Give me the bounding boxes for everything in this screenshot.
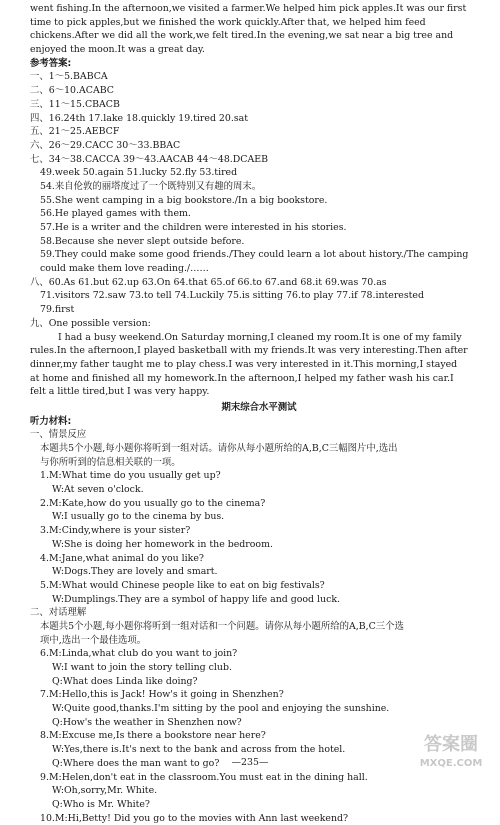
- dialogue-line: W:She is doing her homework in the bedroom.: [52, 538, 273, 550]
- answer-line: 九、One possible version:: [30, 317, 151, 329]
- answer-line: 79.first: [40, 304, 75, 316]
- answer-line: 54.来自伦敦的丽塔度过了一个既特别又有趣的周末。: [40, 180, 262, 192]
- section2-heading: 二、对话理解: [30, 607, 87, 619]
- answer-line: 49.week 50.again 51.lucky 52.fly 53.tired: [40, 167, 238, 179]
- answer-line: 八、60.As 61.but 62.up 63.On 64.that 65.of 66.to 67.and 68.it 69.was 70.as: [30, 276, 387, 288]
- dialogue-line: 3.M:Cindy,where is your sister?: [40, 525, 191, 537]
- answer-line: 59.They could make some good friends./They could learn a lot about history./The camping: [40, 249, 469, 261]
- dialogue-line: Q:How's the weather in Shenzhen now?: [52, 716, 242, 728]
- passage-line: went fishing.In the afternoon,we visited a farmer.We helped him pick apples.It was our first: [30, 3, 467, 14]
- answers-heading: 参考答案:: [30, 57, 72, 69]
- answer-line: 三、11～15.CBACB: [30, 98, 120, 110]
- dialogue-line: 10.M:Hi,Betty! Did you go to the movies with Ann last weekend?: [40, 812, 349, 824]
- dialogue-line: 8.M:Excuse me,Is there a bookstore near here?: [40, 730, 266, 742]
- section1-heading: 一、情景反应: [30, 429, 87, 441]
- essay-line: felt a little tired,but I was very happy.: [30, 386, 210, 398]
- dialogue-line: Q:What does Linda like doing?: [52, 675, 198, 687]
- answer-line: 七、34～38.CACCA 39～43.AACAB 44～48.DCAEB: [30, 153, 268, 165]
- dialogue-line: W:Yes,there is.It's next to the bank and across from the hotel.: [52, 744, 346, 756]
- dialogue-line: W:I usually go to the cinema by bus.: [52, 511, 225, 523]
- essay-line: dinner,my father taught me to play chess.I was very interested in it.This morning,I stayed: [30, 358, 458, 370]
- content: [30, 2, 488, 825]
- answer-line: 一、1～5.BABCA: [30, 71, 108, 83]
- dialogue-line: 5.M:What would Chinese people like to eat on big festivals?: [40, 579, 325, 591]
- dialogue-line: W:Quite good,thanks.I'm sitting by the pool and enjoying the sunshine.: [52, 703, 390, 715]
- section2-intro-line: 项中,选出一个最佳选项。: [40, 634, 147, 646]
- section1-intro-line: 与你所听到的信息相关联的一项。: [40, 456, 181, 468]
- dialogue-line: 4.M:Jane,what animal do you like?: [40, 552, 204, 564]
- dialogue-line: 7.M:Hello,this is Jack! How's it going in Shenzhen?: [40, 689, 284, 701]
- passage-line: chickens.After we did all the work,we felt tired.In the evening,we sat near a big tree and: [30, 30, 454, 42]
- answer-line: could make them love reading./……: [40, 263, 209, 275]
- answer-line: 五、21～25.AEBCF: [30, 126, 120, 138]
- essay-line: at home and finished all my homework.In the afternoon,I helped my father wash his car.I: [30, 372, 454, 384]
- answer-line: 56.He played games with them.: [40, 208, 191, 220]
- section1-dialogues: [30, 469, 488, 606]
- answer-line: 六、26～29.CACC 30～33.BBAC: [30, 139, 181, 151]
- passage-tail: [30, 2, 488, 57]
- listening-heading: 听力材料:: [30, 415, 72, 427]
- dialogue-line: 9.M:Helen,don't eat in the classroom.You must eat in the dining hall.: [40, 771, 368, 783]
- dialogue-line: 1.M:What time do you usually get up?: [40, 470, 221, 482]
- passage-line: enjoyed the moon.It was a great day.: [30, 44, 205, 56]
- passage-line: time to pick apples,but we finished the work quickly.After that, we helped him feed: [30, 16, 426, 28]
- svg-text:MXQE.COM: MXQE.COM: [419, 758, 483, 769]
- answer-line: 58.Because she never slept outside before.: [40, 235, 245, 247]
- answers-list: [30, 70, 488, 330]
- essay-line: rules.In the afternoon,I played basketball with my friends.It was very interesting.Then after: [30, 345, 468, 357]
- exam-title: 期末综合水平测试: [221, 401, 297, 413]
- essay-line: I had a busy weekend.On Saturday morning,I cleaned my room.It is one of my family: [58, 331, 462, 343]
- svg-text:答案圈: 答案圈: [424, 734, 478, 755]
- section1-intro-line: 本题共5个小题,每小题你将听到一组对话。请你从每小题所给的A,B,C三幅图片中,选出: [40, 443, 398, 454]
- answer-line: 二、6～10.ACABC: [30, 85, 114, 97]
- answer-line: 57.He is a writer and the children were interested in his stories.: [40, 222, 347, 233]
- answer-line: 四、16.24th 17.lake 18.quickly 19.tired 20.sat: [30, 112, 248, 124]
- dialogue-line: W:Dogs.They are lovely and smart.: [52, 566, 218, 578]
- answer-line: 55.She went camping in a big bookstore./In a big bookstore.: [40, 194, 328, 206]
- dialogue-line: W:At seven o'clock.: [52, 484, 144, 496]
- watermark-logo: [408, 726, 494, 770]
- page-number: —235—: [231, 757, 269, 768]
- sample-essay: [30, 331, 488, 399]
- answer-line: 71.visitors 72.saw 73.to tell 74.Luckily 75.is sitting 76.to play 77.if 78.interested: [40, 290, 424, 302]
- dialogue-line: Q:Where does the man want to go?: [52, 757, 220, 769]
- section2-intro-line: 本题共5个小题,每小题你将听到一组对话和一个问题。请你从每小题所给的A,B,C三个选: [40, 620, 404, 632]
- dialogue-line: 6.M:Linda,what club do you want to join?: [40, 648, 238, 660]
- dialogue-line: W:Oh,sorry,Mr. White.: [52, 785, 158, 797]
- dialogue-line: 2.M:Kate,how do you usually go to the cinema?: [40, 497, 266, 509]
- dialogue-line: W:Dumplings.They are a symbol of happy life and good luck.: [52, 593, 340, 605]
- dialogue-line: W:I want to join the story telling club.: [52, 662, 232, 673]
- dialogue-line: Q:Who is Mr. White?: [52, 798, 150, 810]
